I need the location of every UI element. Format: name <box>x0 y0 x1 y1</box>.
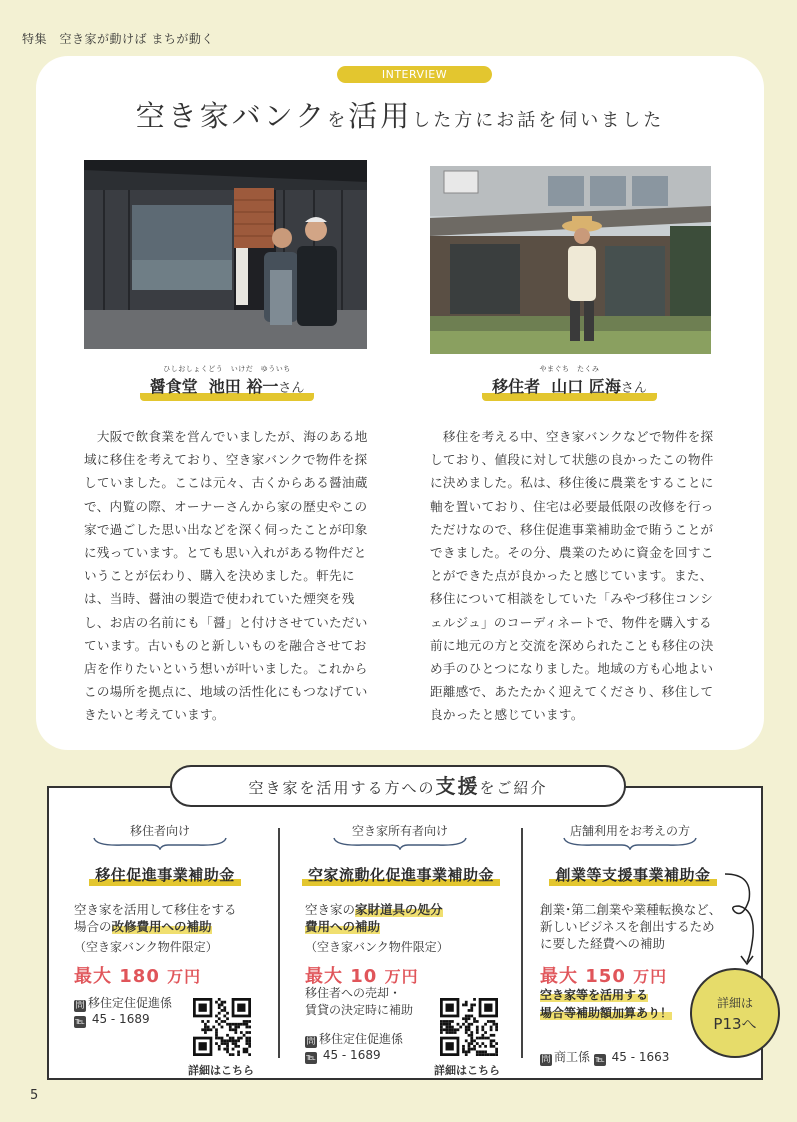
person1-name-block <box>122 364 332 401</box>
detail-line1: 詳細は <box>716 996 753 1010</box>
inquiry-icon: 問 <box>541 1055 551 1065</box>
col3-amount: 最大 150 万円 <box>540 966 668 987</box>
person2-ruby: やまぐち たくみ <box>539 365 600 373</box>
phone-icon: ℡ <box>306 1053 316 1063</box>
interview-title <box>60 94 740 135</box>
person2-fullname: 山口 匠海 <box>551 377 621 396</box>
col2-desc-line1: 空き家の家財道具の処分 <box>305 902 443 917</box>
col2-note: （空き家バンク物件限定） <box>305 940 449 954</box>
col3-contact: 問 商工係 ℡ 45 - 1663 <box>541 1050 670 1065</box>
col2-desc-line2: 費用への補助 <box>305 919 381 934</box>
col3-grant-name: 創業等支援事業補助金 <box>535 864 731 885</box>
title-part-4: した方にお話を伺いました <box>412 110 665 131</box>
person2-suffix: さん <box>620 381 647 396</box>
curved-arrow-icon <box>705 866 765 976</box>
col3-bonus-line1: 空き家等を活用する <box>540 988 649 1002</box>
phone-icon: ℡ <box>75 1017 85 1027</box>
detail-line2: P13へ <box>713 1015 757 1033</box>
title-part-2: を <box>327 110 349 131</box>
col1-contact-dept: 問 移住定住促進係 <box>75 996 173 1011</box>
col2-sub-line1: 移住者への売却・ <box>305 986 402 1000</box>
col1-grant-name: 移住促進事業補助金 <box>72 864 258 885</box>
col2-grant-name: 空家流動化促進事業補助金 <box>290 864 512 885</box>
person2-name <box>482 374 657 401</box>
column-divider <box>278 828 280 1058</box>
person1-ruby: ひしおしょくどう いけだ ゆういち <box>163 365 291 373</box>
detail-page-link[interactable] <box>690 968 780 1058</box>
col2-sub-line2: 賃貸の決定時に補助 <box>305 1003 414 1017</box>
person2-name-block <box>472 364 667 401</box>
section-label: 特集 空き家が動けば まちが動く <box>22 32 214 46</box>
support-title <box>170 765 626 807</box>
col1-desc-line1: 空き家を活用して移住をする <box>74 902 237 917</box>
col2-qr-label: 詳細はこちら <box>434 1064 500 1077</box>
col3-desc-line2: 新しいビジネスを創出するため <box>540 919 715 934</box>
inquiry-icon: 問 <box>306 1037 316 1047</box>
col3-desc-line3: に要した経費への補助 <box>540 936 666 951</box>
support-title-post: をご紹介 <box>479 779 548 797</box>
col3-brace <box>562 836 698 850</box>
col2-brace <box>332 836 468 850</box>
inquiry-icon: 問 <box>75 1001 85 1011</box>
title-part-3: 活用 <box>348 99 413 133</box>
col1-desc-line2: 場合の改修費用への補助 <box>74 919 212 934</box>
support-title-pre: 空き家を活用する方への <box>248 779 436 797</box>
col1-brace <box>92 836 228 850</box>
photo-migrant-house <box>430 166 711 354</box>
photo-shop-owners <box>84 160 367 349</box>
col2-contact-tel: ℡ 45 - 1689 <box>306 1048 381 1063</box>
interview-badge: INTERVIEW <box>337 66 492 83</box>
col2-contact-dept: 問 移住定住促進係 <box>306 1032 404 1047</box>
col1-contact-tel: ℡ 45 - 1689 <box>75 1012 150 1027</box>
support-title-em: 支援 <box>435 774 480 798</box>
col1-qr-code[interactable] <box>193 998 251 1056</box>
col3-label: 店舗利用をお考えの方 <box>569 824 690 838</box>
col1-label: 移住者向け <box>129 824 190 838</box>
col2-qr-code[interactable] <box>440 998 498 1056</box>
col2-label: 空き家所有者向け <box>351 824 448 838</box>
column-divider <box>521 828 523 1058</box>
col1-note: （空き家バンク物件限定） <box>74 940 218 954</box>
person1-fullname: 池田 裕一 <box>208 377 279 396</box>
col3-desc-line1: 創業･第二創業や業種転換など、 <box>540 902 722 917</box>
person2-role: 移住者 <box>492 377 541 396</box>
person1-suffix: さん <box>278 381 305 396</box>
col2-amount: 最大 10 万円 <box>305 966 419 987</box>
person1-interview-text: 大阪で飲食業を営んでいましたが、海のある地域に移住を考えており、空き家バンクで物件を探していました。ここは元々、古くからある醤油蔵で、内覧の際、オーナーさんから家の歴史やこの家で過ごした思い出などを深く伺ったことが印象に残っています。とても思い入れがある物件だということが伝わり、購入を決めました。軒先には、当時、醤油の製造で使われていた煙突を残し、お店の名前にも「醤」と付けさせていただいています。古いものと新しいものを融合させてお店を作りたいという想いが叶いました。これからこの場所を拠点に、地域の活性化にもつなげていきたいと考えています。 <box>84 429 368 723</box>
phone-icon: ℡ <box>595 1055 605 1065</box>
col3-bonus-line2: 場合等補助額加算あり！ <box>540 1006 673 1020</box>
page-number: 5 <box>30 1088 39 1103</box>
col1-amount: 最大 180 万円 <box>74 966 202 987</box>
person2-interview-text: 移住を考える中、空き家バンクなどで物件を探しており、値段に対して状態の良かったこの物件に決めました。私は、移住後に農業をすることに軸を置いており、住宅は必要最低限の改修を行っただけなので、移住促進事業補助金で賄うことができました。その分、農業のために資金を回すことができた点が良かったと感じています。また、移住について相談をしていた「みやづ移住コンシェルジュ」のコーディネートで、物件を購入する前に地元の方と交流を深められたことも移住の決め手のひとつになりました。地域の方も心地よい距離感で、あたたかく迎えてくださり、移住して良かったと感じています。 <box>430 429 714 723</box>
person1-name <box>140 374 315 401</box>
person1-shop: 醤食堂 <box>149 377 198 396</box>
col1-qr-label: 詳細はこちら <box>188 1064 254 1077</box>
title-part-1: 空き家バンク <box>135 99 328 133</box>
